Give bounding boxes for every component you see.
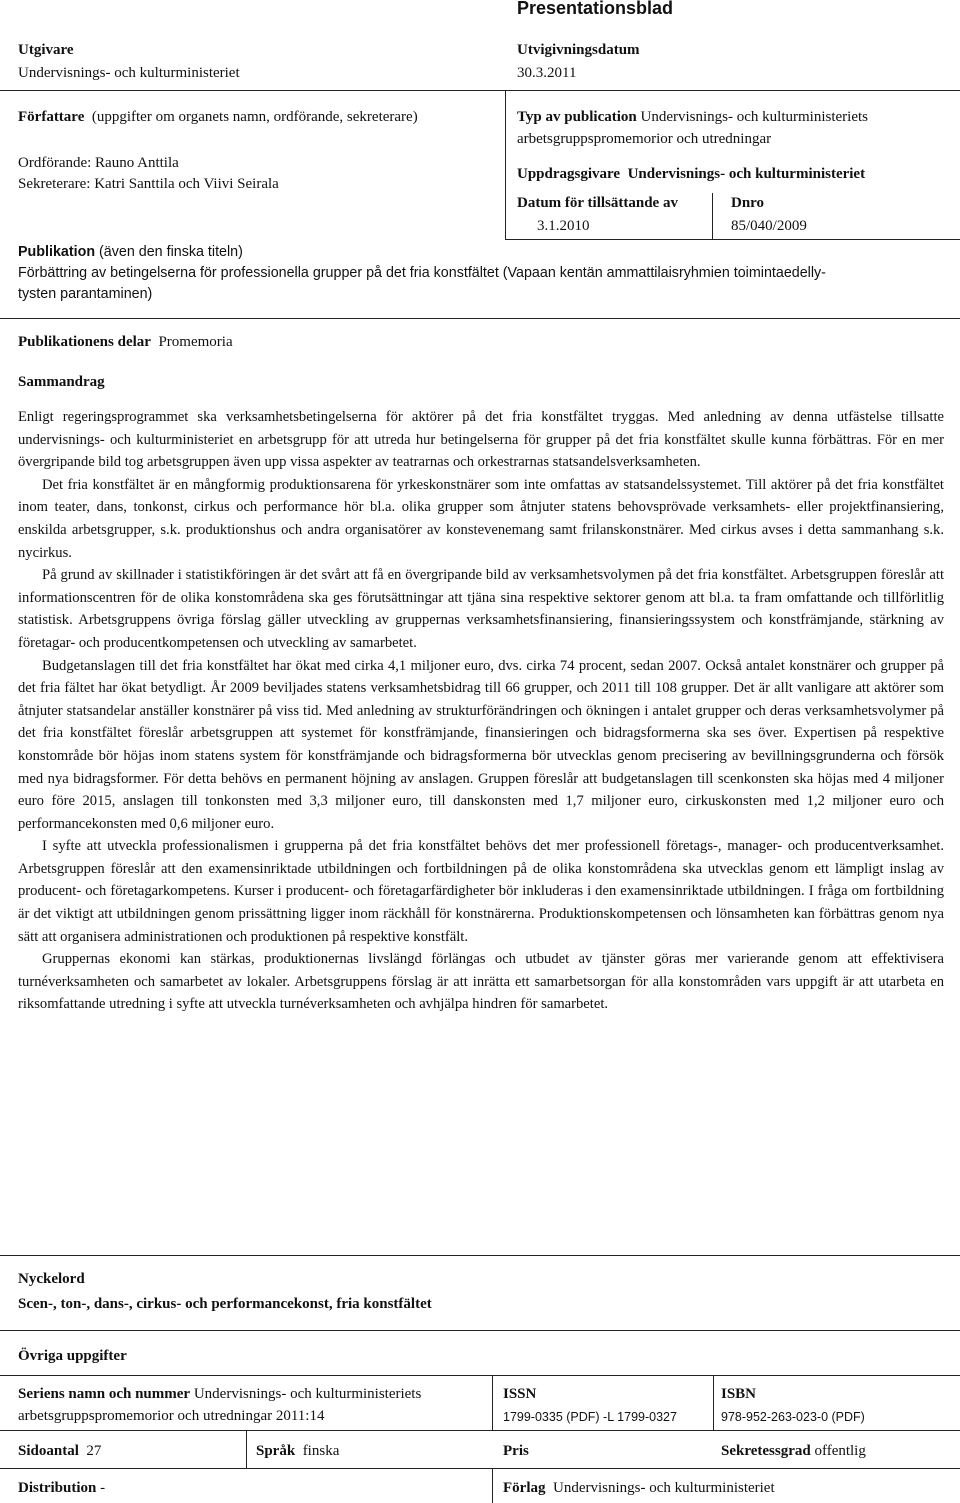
release-date-label: Utvigivningsdatum [517, 42, 640, 58]
summary-paragraph: På grund av skillnader i statistikföringen är det svårt att få en övergripande bild av verksamhetsvolymen på det fria konstfältet. Arbetsgruppen föreslår att informationscentren för de olika konstområdena ska ges förutsättningar att tjäna sina respektive sektorer genom att bl.a. ta fram omfattande och tillförlitlig statistisk. Arbetsgruppens övriga förslag gäller utveckling av gruppernas verksamhetsfinansiering, finansieringssystem och konstfrämjande, stärkning av företagar- och producentkompetensen och utveckling av samarbetet. [18, 567, 944, 651]
issn-label: ISSN [503, 1386, 537, 1402]
other-info-label: Övriga uppgifter [18, 1348, 127, 1364]
summary-paragraph: Budgetanslagen till det fria konstfältet har ökat med cirka 4,1 miljoner euro, dvs. cirka 74 procent, sedan 2007. Också antalet konstnärer och grupper på det fria fältet har ökat betydligt. År 2009 beviljades statens verksamhetsbidrag till 66 grupper, och 2011 till 108 grupper. Det är allt vanligare att aktörer som åtnjuter statsandelar anställer konstnärer på viss tid. Med anledning av strukturförändringen och ökningen i antalet grupper och deras verksamhetsvolymer på det fria konstfältet föreslår arbetsgruppen att systemet för konstfrämjande, finansieringen och bidragsformerna ska ses över. Expertisen på respektive konstområde bör höjas inom statens system för konstfrämjande och bidragsformerna bör utvecklas genom precisering av bevillningsgrunderna och försök med nya bidragsformer. För detta behövs en permanent höjning av anslagen. Gruppen föreslår att budgetanslagen till scenkonsten ska höjas med 4 miljoner euro före 2015, anslagen till tonkonsten med 3,3 miljoner euro, till danskonsten med 1,7 miljoner euro, cirkuskonsten med 1,2 miljoner euro och performancekonsten med 0,6 miljoner euro. [18, 657, 944, 832]
appointed-label: Datum för tillsättande av [517, 195, 678, 211]
dnro-value: 85/040/2009 [731, 218, 807, 234]
summary-paragraph: Det fria konstfältet är en mångformig produktionsarena för yrkeskonstnärer som inte omfattas av statsandelssystemet. Till aktörer på det fria konstfältet inom teater, dans, tonkonst, cirkus och performance hör bl.a. olika grupper som åtnjuter statens behovsprövade verksamhets- eller projektfinansiering, enskilda arbetsgrupper, s.k. produktionshus och andra organisatörer av konstevenemang samt frilanskonstnärer. Med cirkus avses i detta sammanhang s.k. nycirkus. [18, 476, 944, 561]
authors-hint: (uppgifter om organets namn, ordförande, sekreterare) [91, 109, 418, 125]
publisher-label: Utgivare [18, 42, 74, 58]
price-label: Pris [503, 1443, 529, 1459]
commissioner-label: Uppdragsgivare [517, 166, 621, 182]
divider [505, 90, 506, 239]
divider [492, 1375, 493, 1430]
authors-label: Författare [18, 109, 85, 125]
dnro-label: Dnro [731, 195, 765, 211]
isbn-label: ISBN [721, 1386, 757, 1402]
divider [0, 1330, 960, 1331]
publisher-footer-label: Förlag [503, 1480, 546, 1496]
language-value: finska [302, 1443, 340, 1459]
commissioner [517, 165, 865, 184]
chair-text: Ordförande: Rauno Anttila [18, 155, 179, 171]
divider [0, 1375, 960, 1376]
publisher-footer [503, 1479, 775, 1498]
distribution-label: Distribution [18, 1480, 97, 1496]
secrecy [721, 1442, 866, 1461]
series [18, 1385, 421, 1404]
isbn-value: 978-952-263-023-0 (PDF) [721, 1410, 865, 1424]
parts-value: Promemoria [158, 334, 233, 350]
parts-label: Publikationens delar [18, 334, 151, 350]
divider [505, 239, 960, 240]
secretaries-text: Sekreterare: Katri Santtila och Viivi Seirala [18, 176, 279, 192]
series-value: Undervisnings- och kulturministeriets [193, 1386, 422, 1402]
summary-paragraph: Enligt regeringsprogrammet ska verksamhetsbetingelserna för aktörer på det fria konstfältet tryggas. Med anledning av denna utfästelse tillsatte undervisnings- och kulturministeriet en arbetsgrupp för att utreda hur betingelserna för grupper på det fria konstfältet skulle kunna förbättras. För en mer övergripande bild tog arbetsgruppen även upp vissa aspekter av teatrarnas och orkestrarnas statsandelsverksamheten. [18, 409, 944, 471]
keywords-value: Scen-, ton-, dans-, cirkus- och performancekonst, fria konstfältet [18, 1296, 432, 1312]
summary-paragraph: Gruppernas ekonomi kan stärkas, produktionernas livslängd förlängas och utbudet av tjänster göras mer varierande genom att effektivisera turnéverksamheten och samarbetet av lokaler. Arbetsgruppens förslag är att inrätta ett samarbetsorgan för alla konstområden vars uppgift är att utarbeta en riksomfattande utredning i syfte att utveckla turnéverksamheten och avhjälpa hindren för samarbetet. [18, 951, 944, 1013]
publication-type-label: Typ av publication [517, 109, 637, 125]
language-label: Språk [256, 1443, 296, 1459]
divider [0, 1430, 960, 1431]
divider [246, 1430, 247, 1468]
divider [0, 1255, 960, 1256]
page-count-label: Sidoantal [18, 1443, 79, 1459]
issn-value: 1799-0335 (PDF) -L 1799-0327 [503, 1410, 677, 1424]
publication-label: Publikation [18, 244, 96, 260]
publisher-footer-value: Undervisnings- och kulturministeriet [553, 1480, 775, 1496]
secrecy-label: Sekretessgrad [721, 1443, 811, 1459]
publication-type-value: Undervisnings- och kulturministeriets [640, 109, 868, 125]
commissioner-value: Undervisnings- och kulturministeriet [627, 166, 866, 182]
divider [0, 90, 960, 91]
appointed-value: 3.1.2010 [537, 218, 590, 234]
document-type-title: Presentationsblad [517, 0, 674, 18]
divider [713, 1375, 714, 1430]
publication-type-value-cont: arbetsgruppspromemorior och utredningar [517, 131, 772, 147]
series-value-cont: arbetsgruppspromemorior och utredningar 2011:14 [18, 1408, 325, 1424]
summary-label: Sammandrag [18, 374, 105, 390]
publication-type [517, 108, 868, 127]
distribution [18, 1479, 105, 1498]
divider [0, 1468, 960, 1469]
release-date-value: 30.3.2011 [517, 65, 577, 81]
divider [0, 318, 960, 319]
summary-body [18, 406, 944, 1016]
publication-hint: (även den finska titeln) [99, 244, 243, 260]
publisher-value: Undervisnings- och kulturministeriet [18, 65, 240, 81]
publication-heading [18, 243, 243, 262]
series-label: Seriens namn och nummer [18, 1386, 191, 1402]
distribution-value: - [100, 1480, 106, 1496]
authors-heading [18, 108, 418, 127]
divider [492, 1468, 493, 1503]
publication-title-line-1: Förbättring av betingelserna för professionella grupper på det fria konstfältet (Vapaan kentän ammattilaisryhmien toimintaedelly- [18, 265, 826, 281]
publication-title-line-2: tysten parantaminen) [18, 286, 153, 302]
language [256, 1442, 339, 1461]
page-count [18, 1442, 101, 1461]
divider [712, 193, 713, 239]
keywords-label: Nyckelord [18, 1271, 85, 1287]
parts [18, 333, 233, 352]
summary-paragraph: I syfte att utveckla professionalismen i grupperna på det fria konstfältet behövs det mer professionell företags-, manager- och producentverksamhet. Arbetsgruppen föreslår att den examensinriktade utbildningen och fortbildningen på de olika konstområdena ska utvecklas genom ett lämpligt inslag av producent- och företagarkompetens. Kurser i producent- och företagarfärdigheter bör inkluderas i den examensinriktade utbildningen. I fråga om fortbildning är det viktigt att utbildningen genom prissättning ligger inom räckhåll för konstnärerna. Produktionskompetensen och lönsamheten kan förbättras genom nya sätt att organisera administrationen och produktionen på respektive konstfält. [18, 838, 944, 945]
page-count-value: 27 [86, 1443, 102, 1459]
secrecy-value: offentlig [814, 1443, 866, 1459]
